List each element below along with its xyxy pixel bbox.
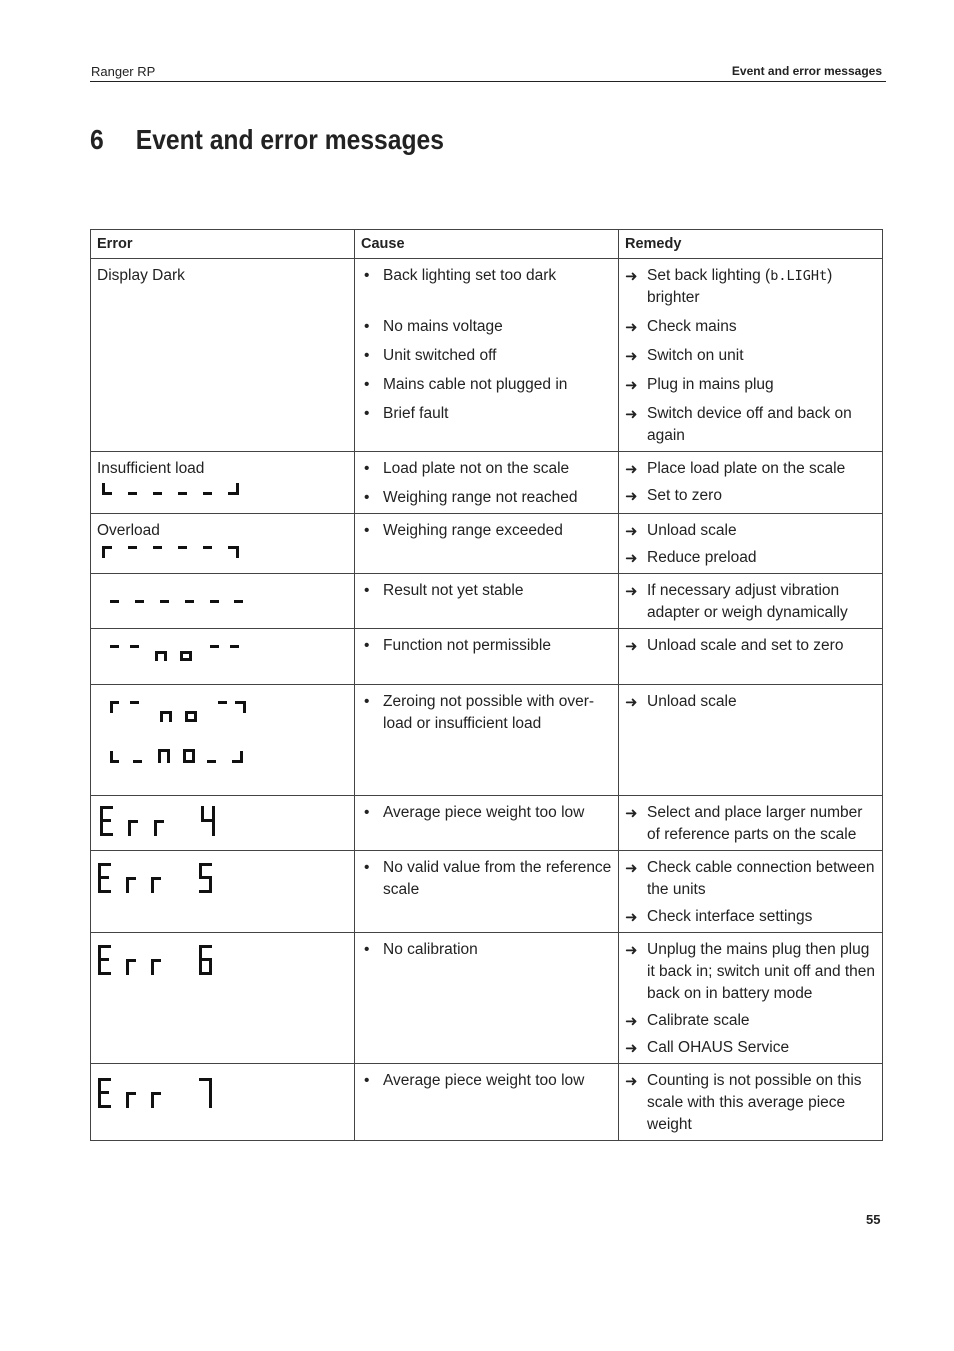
cause-cell bbox=[355, 259, 619, 452]
remedy-item: ➜ Reduce preload bbox=[625, 547, 876, 569]
remedy-item: ➜ Switch on unit bbox=[625, 345, 876, 367]
cause-item: • Brief fault bbox=[361, 403, 612, 425]
remedy-item: ➜ Unload scale bbox=[625, 691, 876, 713]
table-row bbox=[91, 851, 883, 933]
no-overload-display-icon bbox=[97, 699, 348, 725]
error-cell bbox=[91, 851, 355, 933]
remedy-item: ➜ Set to zero bbox=[625, 485, 876, 507]
no-underload-display-icon bbox=[97, 745, 348, 767]
error-cell bbox=[91, 685, 355, 796]
remedy-item: ➜ Select and place larger number of reference parts on the scale bbox=[625, 802, 876, 846]
error-cell bbox=[91, 796, 355, 851]
remedy-cell bbox=[619, 851, 883, 933]
chapter-number: 6 bbox=[90, 124, 104, 155]
remedy-cell bbox=[619, 685, 883, 796]
page-number: 55 bbox=[866, 1212, 881, 1227]
remedy-item: ➜ Call OHAUS Service bbox=[625, 1037, 876, 1059]
unstable-display-icon bbox=[97, 590, 348, 606]
cause-cell bbox=[355, 796, 619, 851]
remedy-item: ➜ Check mains bbox=[625, 316, 876, 338]
table-row bbox=[91, 796, 883, 851]
table-row bbox=[91, 574, 883, 629]
remedy-text: Set back lighting ( bbox=[647, 267, 771, 284]
remedy-cell bbox=[619, 574, 883, 629]
cause-item: • Weighing range exceeded bbox=[361, 520, 612, 542]
cause-cell bbox=[355, 629, 619, 685]
remedy-cell bbox=[619, 629, 883, 685]
error-cell bbox=[91, 514, 355, 574]
cause-item: • Average piece weight too low bbox=[361, 802, 612, 824]
cause-item: • Back lighting set too dark bbox=[361, 265, 612, 287]
error-label: Insufficient load bbox=[97, 460, 205, 477]
error-cell bbox=[91, 452, 355, 514]
remedy-cell bbox=[619, 514, 883, 574]
error-cell bbox=[91, 1064, 355, 1141]
cause-item: • Weighing range not reached bbox=[361, 487, 612, 509]
remedy-item: ➜ Plug in mains plug bbox=[625, 374, 876, 396]
header-rule bbox=[90, 81, 886, 82]
table-row bbox=[91, 514, 883, 574]
cause-item: • Result not yet stable bbox=[361, 580, 612, 602]
cause-cell bbox=[355, 1064, 619, 1141]
table-row bbox=[91, 685, 883, 796]
remedy-item: ➜ Counting is not possible on this scale with this average piece weight bbox=[625, 1070, 876, 1136]
cause-item: • No valid value from the reference scale bbox=[361, 857, 612, 901]
cause-cell bbox=[355, 685, 619, 796]
header-error: Error bbox=[91, 230, 355, 259]
running-header-section: Event and error messages bbox=[731, 64, 882, 78]
remedy-cell bbox=[619, 796, 883, 851]
table-row bbox=[91, 629, 883, 685]
remedy-text: ) brighter bbox=[647, 267, 833, 306]
remedy-item: ➜ Switch device off and back on again bbox=[625, 403, 876, 447]
error-table bbox=[90, 229, 883, 1141]
table-row bbox=[91, 933, 883, 1064]
table-row bbox=[91, 452, 883, 514]
underload-display-icon bbox=[97, 482, 348, 498]
remedy-item: ➜ Unplug the mains plug then plug it back in; switch unit off and then back on in battery mode bbox=[625, 939, 876, 1005]
table-row bbox=[91, 259, 883, 452]
cause-item: • Zeroing not possible with over-load or insufficient load bbox=[361, 691, 612, 735]
table-row bbox=[91, 1064, 883, 1141]
error-cell bbox=[91, 259, 355, 452]
header-remedy: Remedy bbox=[619, 230, 883, 259]
overload-display-icon bbox=[97, 544, 348, 560]
header-cause: Cause bbox=[355, 230, 619, 259]
error-cell bbox=[91, 933, 355, 1064]
remedy-cell bbox=[619, 1064, 883, 1141]
cause-cell bbox=[355, 933, 619, 1064]
table-header-row bbox=[91, 230, 883, 259]
cause-cell bbox=[355, 452, 619, 514]
cause-item: • Average piece weight too low bbox=[361, 1070, 612, 1092]
err5-display-icon bbox=[97, 861, 348, 895]
cause-cell bbox=[355, 514, 619, 574]
err6-display-icon bbox=[97, 943, 348, 977]
cause-item: • Load plate not on the scale bbox=[361, 458, 612, 480]
remedy-cell bbox=[619, 259, 883, 452]
cause-item: • Function not permissible bbox=[361, 635, 612, 657]
remedy-item: ➜ Unload scale and set to zero bbox=[625, 635, 876, 657]
remedy-item: ➜ Check interface settings bbox=[625, 906, 876, 928]
remedy-item: ➜ Place load plate on the scale bbox=[625, 458, 876, 480]
cause-cell bbox=[355, 574, 619, 629]
error-label: Display Dark bbox=[97, 267, 185, 284]
error-cell bbox=[91, 574, 355, 629]
cause-item: • Mains cable not plugged in bbox=[361, 374, 612, 396]
remedy-cell bbox=[619, 452, 883, 514]
remedy-item: ➜ If necessary adjust vibration adapter or weigh dynamically bbox=[625, 580, 876, 624]
remedy-cell bbox=[619, 933, 883, 1064]
error-cell bbox=[91, 629, 355, 685]
err7-display-icon bbox=[97, 1076, 348, 1110]
cause-item: • No calibration bbox=[361, 939, 612, 961]
remedy-item bbox=[625, 265, 876, 309]
remedy-item: ➜ Calibrate scale bbox=[625, 1010, 876, 1032]
cause-item: • Unit switched off bbox=[361, 345, 612, 367]
chapter-title: Event and error messages bbox=[135, 124, 444, 155]
cause-cell bbox=[355, 851, 619, 933]
chapter-heading bbox=[90, 124, 444, 156]
no-display-icon bbox=[97, 641, 348, 663]
menu-code: b.LIGHt bbox=[770, 268, 828, 284]
running-header-product: Ranger RP bbox=[91, 64, 156, 79]
err4-display-icon bbox=[97, 804, 348, 838]
remedy-item: ➜ Unload scale bbox=[625, 520, 876, 542]
remedy-item: ➜ Check cable connection between the units bbox=[625, 857, 876, 901]
error-label: Overload bbox=[97, 522, 160, 539]
cause-item: • No mains voltage bbox=[361, 316, 612, 338]
